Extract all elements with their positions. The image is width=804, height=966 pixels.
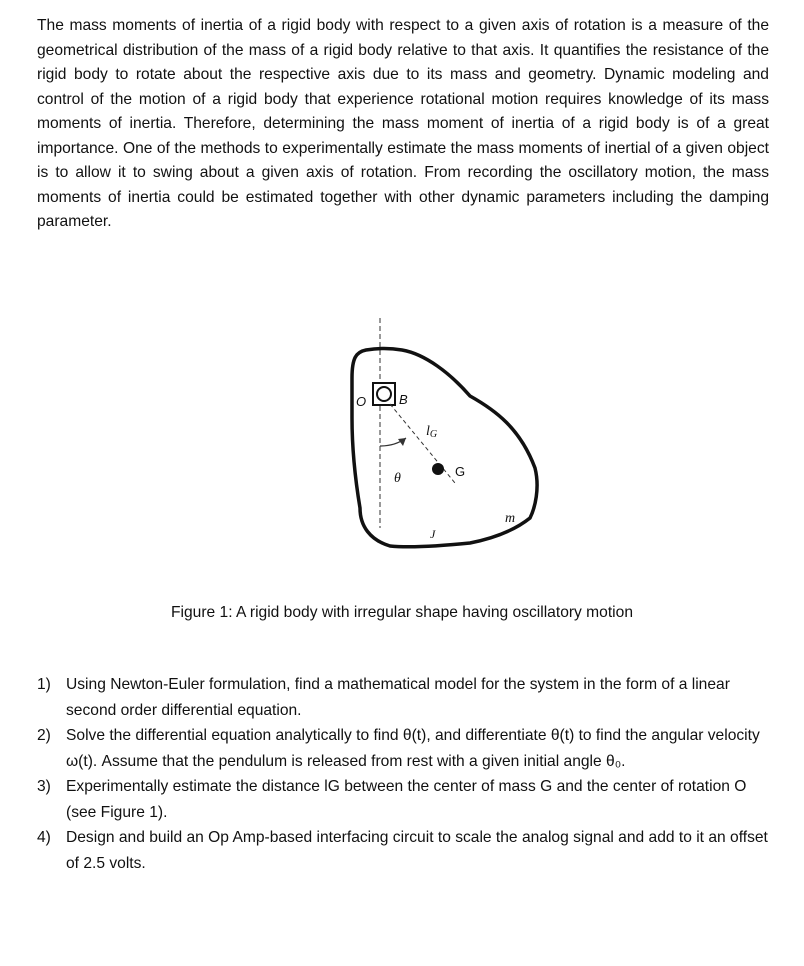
item-text: Using Newton-Euler formulation, find a mathematical model for the system in the form of a linear second order differential equation. [66, 676, 730, 719]
figure-caption: Figure 1: A rigid body with irregular shape having oscillatory motion [171, 604, 633, 621]
item-text: Design and build an Op Amp-based interfacing circuit to scale the analog signal and add to it an offset of 2.5 volts. [66, 829, 768, 872]
label-b: B [399, 392, 408, 407]
list-item [37, 672, 772, 723]
item-number: 4) [37, 829, 51, 846]
intro-paragraph: The mass moments of inertia of a rigid body with respect to a given axis of rotation is a measure of the geometrical distribution of the mass of a rigid body relative to that axis. It quantifies the resistance of the rigid body to rotate about the respective axis due to its mass and geometry. Dynamic modeling and control of the motion of a rigid body that experience rotational motion requires knowledge of its mass moments of inertia. Therefore, determining the mass moment of inertia of a rigid body is of a great importance. One of the methods to experimentally estimate the mass moments of inertial of a given object is to allow it to swing about a given axis of rotation. From recording the oscillatory motion, the mass moments of inertia could be estimated together with other dynamic parameters including the damping parameter. [37, 17, 769, 230]
list-item [37, 774, 772, 825]
item-number: 3) [37, 778, 51, 795]
item-number: 2) [37, 727, 51, 744]
question-list [37, 672, 772, 876]
label-m: m [505, 511, 516, 526]
pivot-circle [377, 387, 391, 401]
label-g: G [455, 464, 466, 479]
item-text: Experimentally estimate the distance lG between the center of mass G and the center of rotation O (see Figure 1). [66, 778, 747, 821]
item-text: Solve the differential equation analytically to find θ(t), and differentiate θ(t) to find the angular velocity ω(t). Assume that the pendulum is released from rest with a given initial angle θ₀. [66, 727, 760, 770]
label-lg: lG [426, 424, 438, 440]
label-o: O [356, 394, 367, 409]
list-item [37, 825, 772, 876]
list-item [37, 723, 772, 774]
label-j: J [430, 527, 436, 541]
item-number: 1) [37, 676, 51, 693]
label-theta: θ [394, 471, 401, 486]
center-of-mass-dot [432, 463, 444, 475]
rigid-body-figure [330, 318, 560, 558]
